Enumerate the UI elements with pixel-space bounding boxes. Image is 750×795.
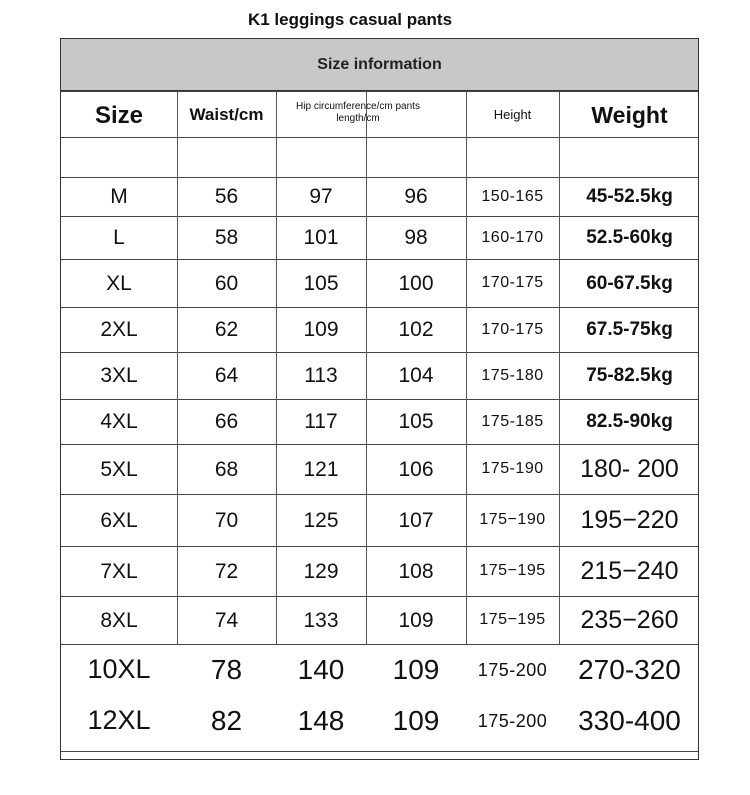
cell-weight: 330-400 (578, 704, 681, 736)
cell-hip: 121 (303, 457, 339, 481)
cell-size: 5XL (100, 457, 138, 481)
cell-waist: 64 (214, 364, 239, 387)
cell-weight: 67.5-75kg (586, 319, 673, 340)
cell-weight: 45-52.5kg (586, 186, 673, 207)
cell-hip: 125 (303, 508, 339, 532)
cell-height: 175−195 (479, 562, 546, 579)
row-divider (61, 751, 698, 752)
cell-length: 109 (392, 653, 440, 685)
cell-height: 175−195 (479, 611, 546, 628)
cell-waist: 62 (214, 318, 239, 341)
cell-size: 2XL (100, 318, 138, 341)
cell-waist: 82 (210, 704, 243, 736)
cell-size: 3XL (100, 364, 138, 387)
cell-weight: 235−260 (580, 605, 679, 634)
cell-size: 10XL (87, 654, 151, 684)
row-divider (61, 137, 698, 138)
cell-height: 175−190 (479, 511, 546, 528)
cell-size: M (110, 185, 128, 208)
cell-weight: 52.5-60kg (586, 227, 673, 248)
cell-length: 98 (404, 226, 428, 249)
page-title: K1 leggings casual pants (247, 10, 453, 29)
cell-length: 107 (398, 508, 434, 532)
cell-hip: 113 (304, 364, 338, 387)
cell-height: 175-200 (477, 710, 548, 731)
cell-weight: 270-320 (578, 653, 681, 685)
cell-length: 108 (398, 559, 434, 583)
cell-waist: 56 (214, 185, 239, 208)
size-info-banner: Size information (61, 39, 698, 91)
cell-length: 105 (398, 410, 434, 433)
cell-hip: 133 (303, 608, 339, 632)
size-chart (60, 38, 699, 760)
cell-height: 175-200 (477, 659, 548, 680)
cell-size: XL (106, 271, 132, 295)
cell-height: 175-190 (481, 460, 544, 477)
cell-height: 175-180 (481, 366, 544, 384)
cell-weight: 180- 200 (580, 454, 679, 483)
cell-size: L (113, 226, 125, 249)
cell-size: 12XL (87, 705, 151, 735)
cell-hip: 148 (297, 704, 345, 736)
cell-hip: 105 (303, 271, 339, 295)
cell-length: 104 (398, 364, 434, 387)
header-height: Height (493, 106, 532, 122)
cell-weight: 195−220 (580, 505, 679, 534)
cell-height: 150-165 (481, 187, 544, 205)
cell-waist: 74 (214, 608, 239, 632)
cell-weight: 82.5-90kg (586, 411, 673, 432)
cell-waist: 58 (214, 226, 239, 249)
cell-hip: 140 (297, 653, 345, 685)
cell-height: 170-175 (481, 274, 544, 291)
cell-waist: 72 (214, 559, 239, 583)
cell-length: 109 (392, 704, 440, 736)
cell-size: 7XL (100, 559, 138, 583)
cell-hip: 109 (303, 318, 339, 341)
cell-hip: 97 (309, 185, 333, 208)
header-size: Size (94, 102, 144, 129)
cell-length: 102 (398, 318, 434, 341)
cell-waist: 66 (214, 410, 239, 433)
cell-waist: 60 (214, 271, 239, 295)
cell-hip: 129 (303, 559, 339, 583)
cell-length: 106 (398, 457, 434, 481)
cell-size: 4XL (100, 410, 138, 433)
cell-height: 175-185 (481, 412, 544, 430)
cell-waist: 68 (214, 457, 239, 481)
cell-length: 96 (404, 185, 428, 208)
cell-height: 160-170 (481, 228, 544, 246)
cell-waist: 78 (210, 653, 243, 685)
cell-height: 170-175 (481, 320, 544, 338)
header-waist: Waist/cm (189, 104, 264, 124)
header-weight: Weight (591, 101, 668, 128)
cell-size: 8XL (100, 608, 138, 632)
cell-weight: 60-67.5kg (586, 272, 673, 294)
cell-waist: 70 (214, 508, 239, 532)
cell-size: 6XL (100, 508, 138, 532)
cell-hip: 117 (304, 410, 338, 433)
cell-hip: 101 (303, 226, 339, 249)
cell-length: 109 (398, 608, 434, 632)
cell-length: 100 (398, 271, 434, 295)
cell-weight: 215−240 (580, 556, 679, 585)
cell-weight: 75-82.5kg (586, 365, 673, 386)
header-hip-length: Hip circumference/cm pants length/cm (296, 101, 420, 124)
